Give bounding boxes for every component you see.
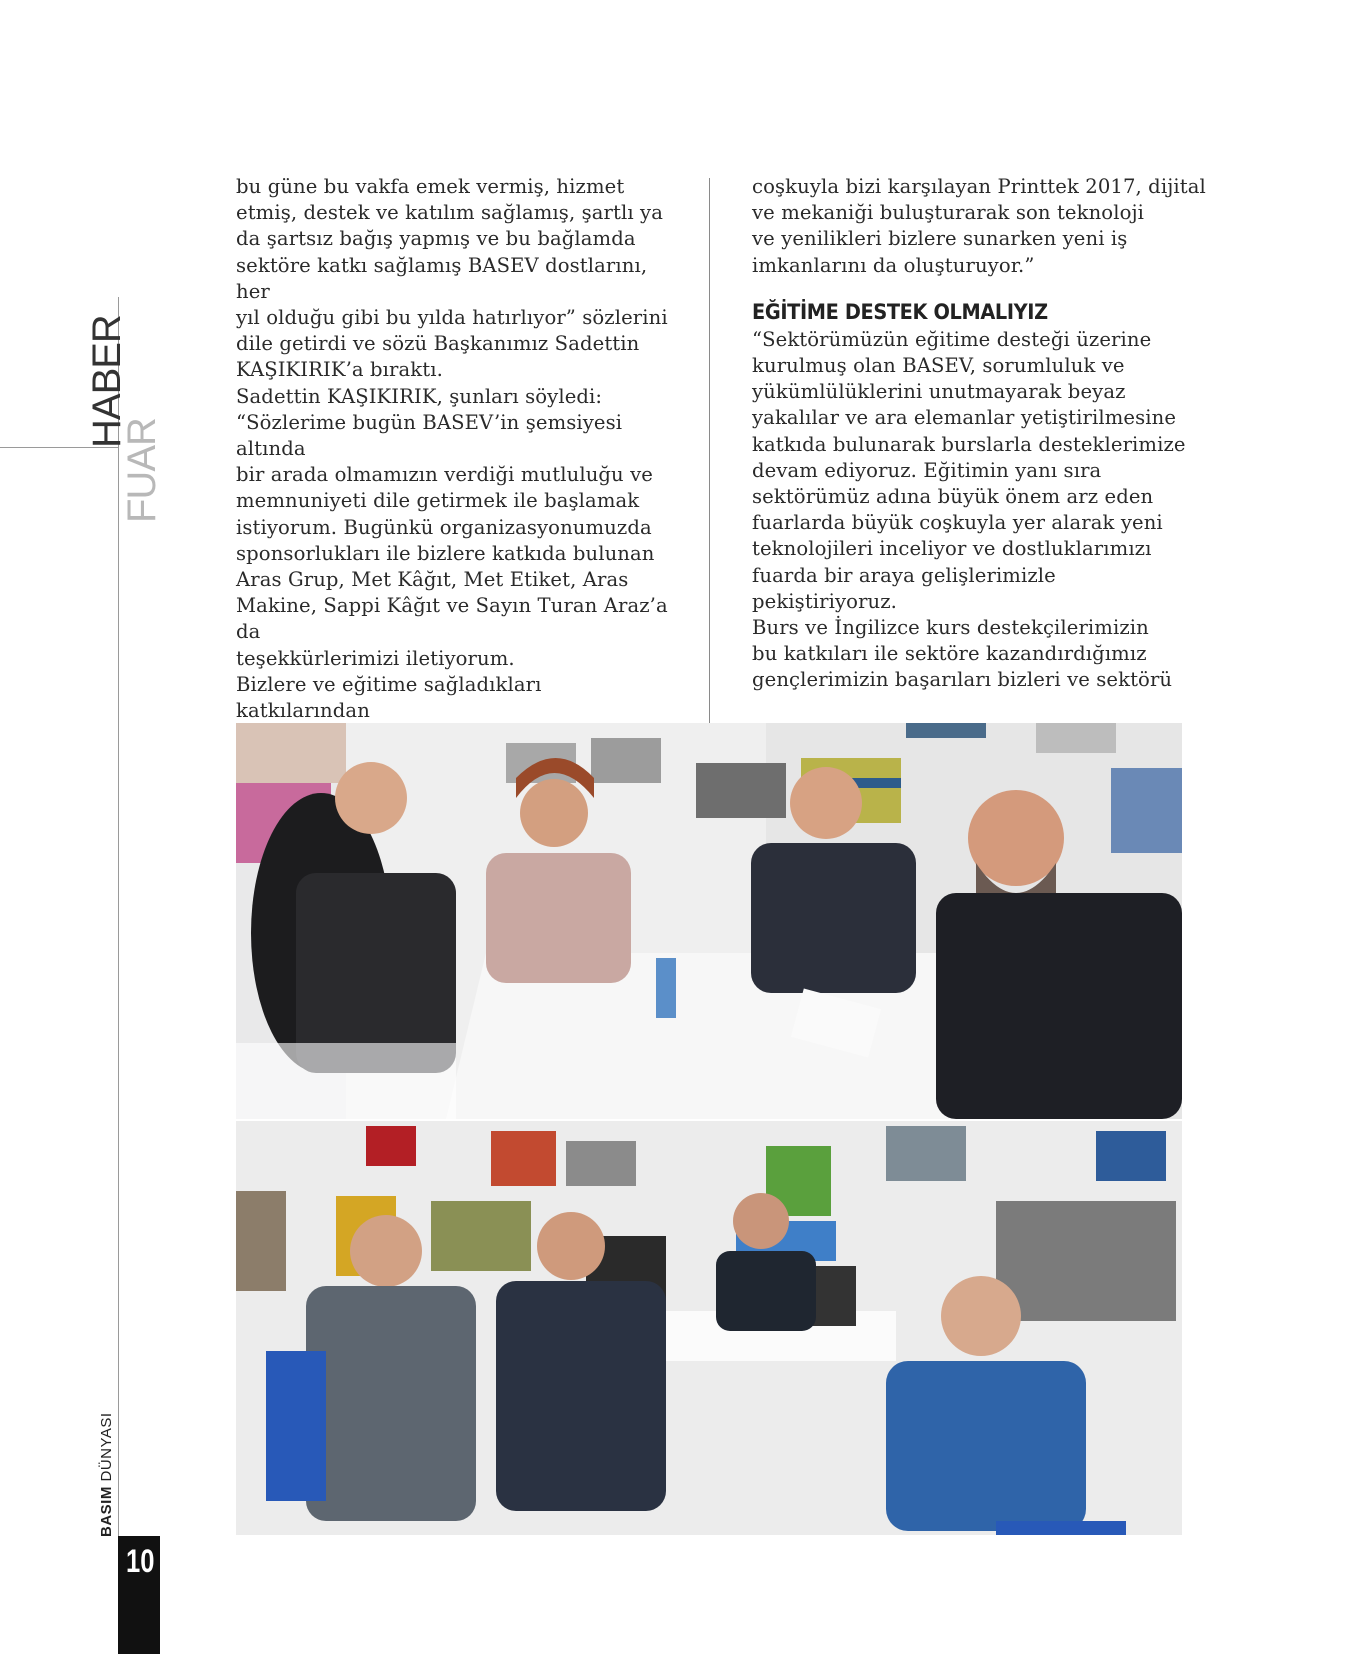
right-body-line: bu katkıları ile sektöre kazandırdığımız xyxy=(752,642,1147,666)
brand-regular: DÜNYASI xyxy=(98,1412,115,1487)
left-column-line: Aras Grup, Met Kâğıt, Met Etiket, Aras xyxy=(236,568,629,592)
magazine-brand xyxy=(98,1412,115,1537)
right-body-line: fuarlarda büyük coşkuyla yer alarak yeni xyxy=(752,511,1163,535)
left-column-line: etmiş, destek ve katılım sağlamış, şartlı ya xyxy=(236,201,663,225)
left-column-line: teşekkürlerimizi iletiyorum. xyxy=(236,646,515,670)
left-column-line: istiyorum. Bugünkü organizasyonumuzda xyxy=(236,515,652,539)
left-column-line: Sadettin KAŞIKIRIK, şunları söyledi: xyxy=(236,384,603,408)
right-body-line: kurulmuş olan BASEV, sorumluluk ve xyxy=(752,354,1125,378)
right-body-line: yükümlülüklerini unutmayarak beyaz xyxy=(752,380,1126,404)
left-column-line: bir arada olmamızın verdiği mutluluğu ve xyxy=(236,463,653,487)
left-column-line: memnuniyeti dile getirmek ile başlamak xyxy=(236,489,640,513)
right-body-line: gençlerimizin başarıları bizleri ve sektörü xyxy=(752,668,1173,692)
right-body-line: teknolojileri inceliyor ve dostluklarımızı xyxy=(752,537,1152,561)
right-body-line: yakalılar ve ara elemanlar yetiştirilmesine xyxy=(752,406,1177,430)
right-intro-line: ve yenilikleri bizlere sunarken yeni iş xyxy=(752,227,1128,251)
page-number: 10 xyxy=(126,1543,155,1579)
section-label-haber: HABER xyxy=(85,315,129,448)
left-column-line: bu güne bu vakfa emek vermiş, hizmet xyxy=(236,175,625,198)
right-intro-line: ve mekaniği buluşturarak son teknoloji xyxy=(752,201,1145,225)
left-column-line: dile getirdi ve sözü Başkanımız Sadettin xyxy=(236,332,640,356)
photo-meeting-table xyxy=(236,723,1182,1119)
left-column-line: sponsorlukları ile bizlere katkıda bulunan xyxy=(236,541,655,565)
left-column-line: “Sözlerime bugün BASEV’in şemsiyesi altında xyxy=(236,410,623,461)
left-column-line: Bizlere ve eğitime sağladıkları katkılarından xyxy=(236,672,542,723)
right-body-line: sektörümüz adına büyük önem arz eden xyxy=(752,485,1154,509)
left-column-line: da şartsız bağış yapmış ve bu bağlamda xyxy=(236,227,636,251)
right-body-line: devam ediyoruz. Eğitimin yanı sıra xyxy=(752,458,1102,482)
right-intro-line: imkanlarını da oluşturuyor.” xyxy=(752,253,1035,277)
article-right-column xyxy=(752,174,1207,694)
sidebar-vertical-rule xyxy=(118,297,119,1654)
photo-group-stand xyxy=(236,1121,1182,1535)
section-label-fuar: FUAR xyxy=(120,418,164,523)
right-intro-line: coşkuyla bizi karşılayan Printtek 2017, dijital xyxy=(752,175,1206,198)
right-column-intro xyxy=(752,174,1207,279)
left-column-line: KAŞIKIRIK’a bıraktı. xyxy=(236,358,443,382)
right-body-line: Burs ve İngilizce kurs destekçilerimizin xyxy=(752,616,1149,640)
column-divider xyxy=(709,178,710,723)
brand-bold: BASIM xyxy=(98,1486,115,1537)
right-body-line: katkıda bulunarak burslarla desteklerimize xyxy=(752,432,1186,456)
article-left-column xyxy=(236,174,676,777)
right-column-body xyxy=(752,327,1207,694)
right-body-line: fuarda bir araya gelişlerimizle pekiştiriyoruz. xyxy=(752,563,1056,613)
left-column-line: yıl olduğu gibi bu yılda hatırlıyor” sözlerini xyxy=(236,306,668,330)
right-body-line: “Sektörümüzün eğitime desteği üzerine xyxy=(752,327,1152,351)
photo-meeting-table-illustration xyxy=(236,723,1182,1119)
left-column-line: Makine, Sappi Kâğıt ve Sayın Turan Araz’a da xyxy=(236,594,668,644)
photo-group-stand-illustration xyxy=(236,1121,1182,1535)
left-column-line: sektöre katkı sağlamış BASEV dostlarını, her xyxy=(236,253,648,303)
section-heading: EĞİTİME DESTEK OLMALIYIZ xyxy=(752,299,1048,324)
